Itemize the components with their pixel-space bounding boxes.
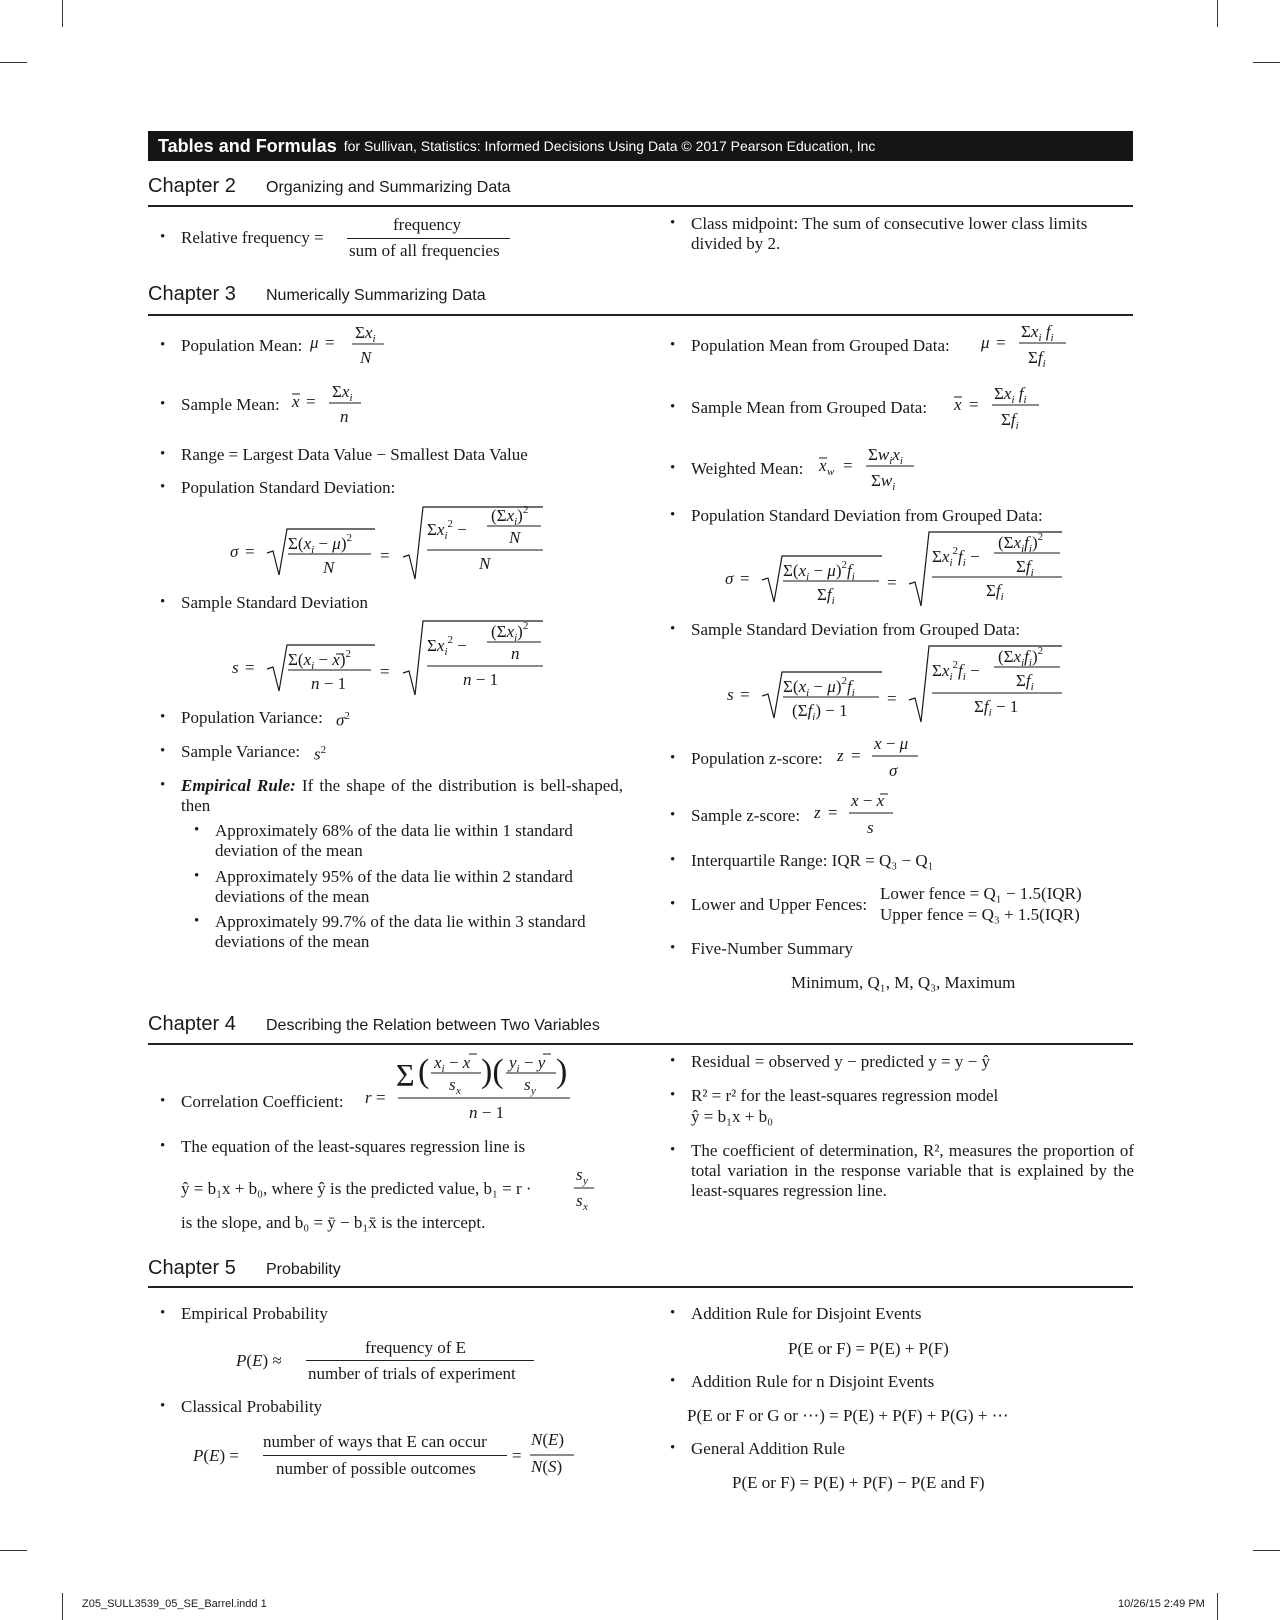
bullet: • xyxy=(160,479,166,495)
classical-probability-label: Classical Probability xyxy=(181,1397,323,1416)
bullet: • xyxy=(194,822,200,838)
addition-n-disjoint-label: Addition Rule for n Disjoint Events xyxy=(691,1372,935,1391)
svg-text:x − μ: x − μ xyxy=(874,734,909,753)
svg-text:σ: σ xyxy=(889,761,898,780)
bullet: • xyxy=(160,229,166,245)
sample-mean-label: Sample Mean: xyxy=(181,395,280,414)
svg-text:s: s xyxy=(449,1075,456,1094)
chapter-2-heading: Chapter 2 Organizing and Summarizing Data xyxy=(148,175,511,197)
svg-text:(Σxifi)2: $(\Sigma x_if_i)^2$ xyxy=(998,531,1044,555)
svg-text:n − 1: n − 1 xyxy=(469,1103,505,1122)
svg-text:=: = xyxy=(969,395,979,414)
chapter-rule xyxy=(148,1043,1133,1045)
svg-text:s: s xyxy=(576,1165,583,1184)
crop-mark xyxy=(0,1550,27,1551)
bullet: • xyxy=(670,1087,676,1103)
bullet: • xyxy=(670,940,676,956)
population-mean-grouped-label: Population Mean from Grouped Data: xyxy=(691,336,950,355)
empirical-probability-numerator: frequency of E xyxy=(365,1338,467,1357)
bullet: • xyxy=(194,913,200,929)
bullet: • xyxy=(194,868,200,884)
svg-text:x: x xyxy=(583,1201,588,1213)
empirical-rule-item: Approximately 99.7% of the data lie within 3 standard deviations of the mean xyxy=(215,912,586,951)
svg-text:z: z xyxy=(837,746,844,765)
svg-text:N: N xyxy=(509,528,521,547)
svg-text:Σxi2fi −: $\Sigma x_i^2f_i$ − xyxy=(932,659,980,683)
fences-label: Lower and Upper Fences: xyxy=(691,895,868,914)
bullet: • xyxy=(160,777,166,793)
svg-text:=: = xyxy=(380,662,390,681)
sample-sd-formula xyxy=(225,617,555,699)
svg-text:Σxi: $\Sigma x_i$ xyxy=(355,323,376,345)
bullet: • xyxy=(670,852,676,868)
correlation-coefficient-label: Correlation Coefficient: xyxy=(181,1092,344,1111)
svg-text:=: = xyxy=(740,685,750,704)
svg-text:Σwixi: $\Sigma w_ix_i$ xyxy=(868,445,903,467)
crop-mark xyxy=(1217,0,1218,27)
svg-text:=: = xyxy=(325,333,335,352)
svg-text:=: = xyxy=(306,392,316,411)
residual-text: Residual = observed y − predicted y = y − ŷ xyxy=(691,1052,990,1071)
weighted-mean-formula xyxy=(816,444,926,496)
header-title: Tables and Formulas xyxy=(158,135,337,156)
crop-mark xyxy=(0,62,27,63)
bullet: • xyxy=(670,1305,676,1321)
svg-text:σ: σ xyxy=(230,542,239,561)
empirical-probability-lhs: P(E) ≈ xyxy=(236,1351,282,1370)
classical-probability-numerator: number of ways that E can occur xyxy=(263,1432,487,1451)
svg-text:Σxi2 −: $\Sigma x_i^2$ − xyxy=(427,634,467,658)
svg-text:)(: )( xyxy=(481,1053,504,1090)
sample-mean-formula xyxy=(289,381,379,431)
svg-text:x: x xyxy=(456,1085,461,1097)
bullet: • xyxy=(160,446,166,462)
bullet: • xyxy=(670,1440,676,1456)
bullet: • xyxy=(160,743,166,759)
svg-text:Σ(xi − μ)2fi: $\Sigma(x_i - \mu)^2f_i$ xyxy=(783,559,855,583)
svg-text:N: N xyxy=(360,348,372,367)
population-mean-formula xyxy=(308,322,398,372)
bullet: • xyxy=(670,460,676,476)
svg-text:(Σxi)2: $(\Sigma x_i)^2$ xyxy=(491,504,529,528)
svg-text:=: = xyxy=(851,746,861,765)
r-squared-line-1: R² = r² for the least-squares regression model xyxy=(691,1086,999,1105)
svg-text:x: x xyxy=(292,392,300,411)
svg-text:Σ(xi − μ)2: $\Sigma(x_i - \mu)^2$ xyxy=(288,532,352,556)
svg-text:μ: μ xyxy=(981,333,990,352)
bullet: • xyxy=(160,396,166,412)
svg-text:Σfi − 1: $\Sigma f_i - 1$ xyxy=(974,697,1019,719)
population-sd-label: Population Standard Deviation: xyxy=(181,478,396,497)
svg-text:Σxi: $\Sigma x_i$ xyxy=(332,382,353,404)
svg-text:Σxi fi: $\Sigma x_i$ $f_i$ xyxy=(1021,322,1054,344)
population-sd-grouped-label: Population Standard Deviation from Grouped Data: xyxy=(691,506,1043,525)
population-variance-symbol: $\sigma^2$ xyxy=(336,710,350,730)
svg-text:n − 1: n − 1 xyxy=(311,674,347,693)
svg-text:=: = xyxy=(740,569,750,588)
empirical-rule-item: Approximately 95% of the data lie within 2 standard deviations of the mean xyxy=(215,867,573,906)
bullet: • xyxy=(670,750,676,766)
lsrl-conclusion: is the slope, and b₀ = ȳ − b₁x̄ is the intercept. xyxy=(181,1213,486,1232)
weighted-mean-label: Weighted Mean: xyxy=(691,459,804,478)
population-mean-label: Population Mean: xyxy=(181,336,303,355)
bullet: • xyxy=(670,807,676,823)
svg-text:Σfi: $\Sigma f_i$ xyxy=(986,581,1004,603)
population-z-label: Population z-score: xyxy=(691,749,823,768)
svg-text:y: y xyxy=(531,1085,536,1097)
population-z-formula xyxy=(834,733,924,785)
iqr-text: Interquartile Range: IQR = Q₃ − Q₁ xyxy=(691,851,934,870)
svg-text:(: ( xyxy=(418,1053,430,1090)
svg-text:yi − y: $y_i - y$ xyxy=(509,1053,546,1075)
bullet: • xyxy=(160,1305,166,1321)
svg-text:N(E): N(E) xyxy=(531,1430,565,1449)
svg-text:): ) xyxy=(556,1053,568,1090)
bullet: • xyxy=(160,1138,166,1154)
population-sd-formula xyxy=(225,503,555,583)
addition-n-disjoint-equation: P(E or F or G or ⋯) = P(E) + P(F) + P(G) + ⋯ xyxy=(687,1406,1009,1425)
bullet: • xyxy=(160,709,166,725)
addition-disjoint-label: Addition Rule for Disjoint Events xyxy=(691,1304,922,1323)
empirical-probability-denominator: number of trials of experiment xyxy=(308,1364,516,1383)
classical-probability-denominator: number of possible outcomes xyxy=(276,1459,476,1478)
sample-sd-grouped-label: Sample Standard Deviation from Grouped Data: xyxy=(691,620,1021,639)
sample-variance-symbol: $s^2$ xyxy=(314,744,327,764)
bullet: • xyxy=(670,507,676,523)
svg-text:σ: σ xyxy=(725,569,734,588)
svg-text:Σwi: $\Sigma w_i$ xyxy=(871,471,896,493)
crop-mark xyxy=(62,0,63,27)
svg-text:(Σfi) − 1: $(\Sigma f_i) - 1$ xyxy=(792,701,848,723)
sample-z-formula xyxy=(811,790,901,842)
svg-text:y: y xyxy=(583,1175,588,1187)
chapter-rule xyxy=(148,1286,1133,1288)
svg-text:=: = xyxy=(376,1088,386,1107)
svg-text:=: = xyxy=(843,456,853,475)
svg-text:s: s xyxy=(727,685,734,704)
sample-z-label: Sample z-score: xyxy=(691,806,801,825)
header-banner xyxy=(148,131,1133,161)
slope-ratio-formula xyxy=(570,1164,600,1214)
svg-text:Σ: Σ xyxy=(396,1057,415,1093)
fraction-bar xyxy=(263,1455,507,1456)
svg-text:s: s xyxy=(867,818,874,837)
svg-text:N: N xyxy=(479,554,491,573)
chapter-rule xyxy=(148,314,1133,316)
chapter-rule xyxy=(148,205,1133,207)
crop-mark xyxy=(1253,1550,1280,1551)
svg-text:=: = xyxy=(887,689,897,708)
svg-text:=: = xyxy=(380,546,390,565)
svg-text:Σfi: $\Sigma f_i$ xyxy=(817,585,835,607)
chapter-3-heading: Chapter 3 Numerically Summarizing Data xyxy=(148,283,486,305)
equals-sign: = xyxy=(512,1446,522,1465)
bullet: • xyxy=(160,337,166,353)
svg-text:n: n xyxy=(340,407,349,426)
footer-divider xyxy=(62,1593,63,1620)
svg-text:Σ(xi − x)2: $\Sigma(x_i - x)^2$ xyxy=(288,648,351,672)
population-variance-label: Population Variance: xyxy=(181,708,323,727)
fraction-bar xyxy=(347,238,510,239)
empirical-rule-text xyxy=(181,776,623,816)
r-squared-line-2: ŷ = b₁x + b₀ xyxy=(691,1107,774,1126)
relative-frequency-denominator: sum of all frequencies xyxy=(349,241,500,260)
svg-text:Σxi2 −: $\Sigma x_i^2$ − xyxy=(427,518,467,542)
svg-text:μ: μ xyxy=(310,333,319,352)
bullet: • xyxy=(670,399,676,415)
general-addition-label: General Addition Rule xyxy=(691,1439,845,1458)
addition-disjoint-equation: P(E or F) = P(E) + P(F) xyxy=(788,1339,949,1358)
crop-mark xyxy=(1253,62,1280,63)
sample-mean-grouped-label: Sample Mean from Grouped Data: xyxy=(691,398,928,417)
empirical-rule-title: Empirical Rule: xyxy=(181,776,296,795)
svg-text:xi − x: $x_i - x$ xyxy=(434,1053,471,1075)
general-addition-equation: P(E or F) = P(E) + P(F) − P(E and F) xyxy=(732,1473,985,1492)
sample-mean-grouped-formula xyxy=(951,383,1051,435)
population-sd-grouped-formula xyxy=(722,528,1072,610)
bullet: • xyxy=(160,1093,166,1109)
svg-text:Σxi fi: $\Sigma x_i$ $f_i$ xyxy=(994,384,1027,406)
lsrl-equation: ŷ = b₁x + b₀, where ŷ is the predicted value, b₁ = r · xyxy=(181,1179,532,1198)
svg-text:n − 1: n − 1 xyxy=(463,670,499,689)
svg-text:=: = xyxy=(887,573,897,592)
header-subtitle: for Sullivan, Statistics: Informed Decisions Using Data © 2017 Pearson Education, Inc xyxy=(343,138,876,154)
population-mean-grouped-formula xyxy=(978,321,1078,373)
svg-text:Σ(xi − μ)2fi: $\Sigma(x_i - \mu)^2f_i$ xyxy=(783,675,855,699)
five-number-summary-label: Five-Number Summary xyxy=(691,939,853,958)
svg-text:N(S): N(S) xyxy=(531,1457,563,1476)
svg-text:x: x xyxy=(819,456,827,475)
bullet: • xyxy=(670,1053,676,1069)
footer-divider xyxy=(1217,1593,1218,1620)
svg-text:(Σxi)2: $(\Sigma x_i)^2$ xyxy=(491,620,529,644)
empirical-rule-item: Approximately 68% of the data lie within 1 standard deviation of the mean xyxy=(215,821,573,860)
empirical-rule-intro: If the shape of the distribution is bell-shaped, then xyxy=(181,776,623,815)
relative-frequency-label: Relative frequency = xyxy=(181,228,324,247)
bullet: • xyxy=(670,621,676,637)
relative-frequency-numerator: frequency xyxy=(393,215,461,234)
svg-text:x: x xyxy=(954,395,962,414)
bullet: • xyxy=(160,594,166,610)
svg-text:Σfi: $\Sigma f_i$ xyxy=(1016,671,1034,693)
classical-probability-ratio xyxy=(528,1428,578,1480)
lower-fence: Lower fence = Q₁ − 1.5(IQR) xyxy=(880,884,1082,903)
svg-text:=: = xyxy=(245,658,255,677)
bullet: • xyxy=(160,1398,166,1414)
bullet: • xyxy=(670,215,676,231)
svg-text:Σfi: $\Sigma f_i$ xyxy=(1028,348,1046,370)
footer-filename: Z05_SULL3539_05_SE_Barrel.indd 1 xyxy=(82,1598,267,1610)
upper-fence: Upper fence = Q₃ + 1.5(IQR) xyxy=(880,905,1080,924)
five-number-summary-values: Minimum, Q₁, M, Q₃, Maximum xyxy=(791,973,1016,992)
svg-text:s: s xyxy=(232,658,239,677)
svg-text:Σfi: $\Sigma f_i$ xyxy=(1016,557,1034,579)
svg-text:s: s xyxy=(524,1075,531,1094)
svg-text:n: n xyxy=(511,644,520,663)
chapter-5-heading: Chapter 5 Probability xyxy=(148,1257,341,1279)
svg-text:w: w xyxy=(827,466,835,478)
coefficient-of-determination-text: The coefficient of determination, R², measures the proportion of total variation in the response variable that is explained by the least-squares regression line. xyxy=(691,1141,1134,1200)
sample-sd-grouped-formula xyxy=(722,642,1072,726)
bullet: • xyxy=(670,1142,676,1158)
lsrl-intro: The equation of the least-squares regression line is xyxy=(181,1137,526,1156)
svg-text:N: N xyxy=(323,558,335,577)
svg-text:=: = xyxy=(996,333,1006,352)
range-text: Range = Largest Data Value − Smallest Data Value xyxy=(181,445,528,464)
svg-text:=: = xyxy=(245,542,255,561)
svg-text:(Σxifi)2: $(\Sigma x_if_i)^2$ xyxy=(998,645,1044,669)
sample-variance-label: Sample Variance: xyxy=(181,742,301,761)
svg-text:s: s xyxy=(576,1191,583,1210)
empirical-probability-label: Empirical Probability xyxy=(181,1304,328,1323)
chapter-4-heading: Chapter 4 Describing the Relation between Two Variables xyxy=(148,1013,600,1035)
bullet: • xyxy=(670,896,676,912)
svg-text:z: z xyxy=(814,803,821,822)
fraction-bar xyxy=(306,1360,534,1361)
classical-probability-lhs: P(E) = xyxy=(193,1446,239,1465)
footer-timestamp: 10/26/15 2:49 PM xyxy=(1118,1598,1205,1610)
bullet: • xyxy=(670,1373,676,1389)
svg-text:=: = xyxy=(828,803,838,822)
svg-text:x − x: x − x xyxy=(851,791,885,810)
svg-text:Σfi: $\Sigma f_i$ xyxy=(1001,410,1019,432)
sample-sd-label: Sample Standard Deviation xyxy=(181,593,368,612)
bullet: • xyxy=(670,337,676,353)
svg-text:r: r xyxy=(365,1088,372,1107)
class-midpoint-text: Class midpoint: The sum of consecutive lower class limits divided by 2. xyxy=(691,214,1088,253)
correlation-coefficient-formula xyxy=(363,1048,573,1124)
svg-text:Σxi2fi −: $\Sigma x_i^2f_i$ − xyxy=(932,545,980,569)
